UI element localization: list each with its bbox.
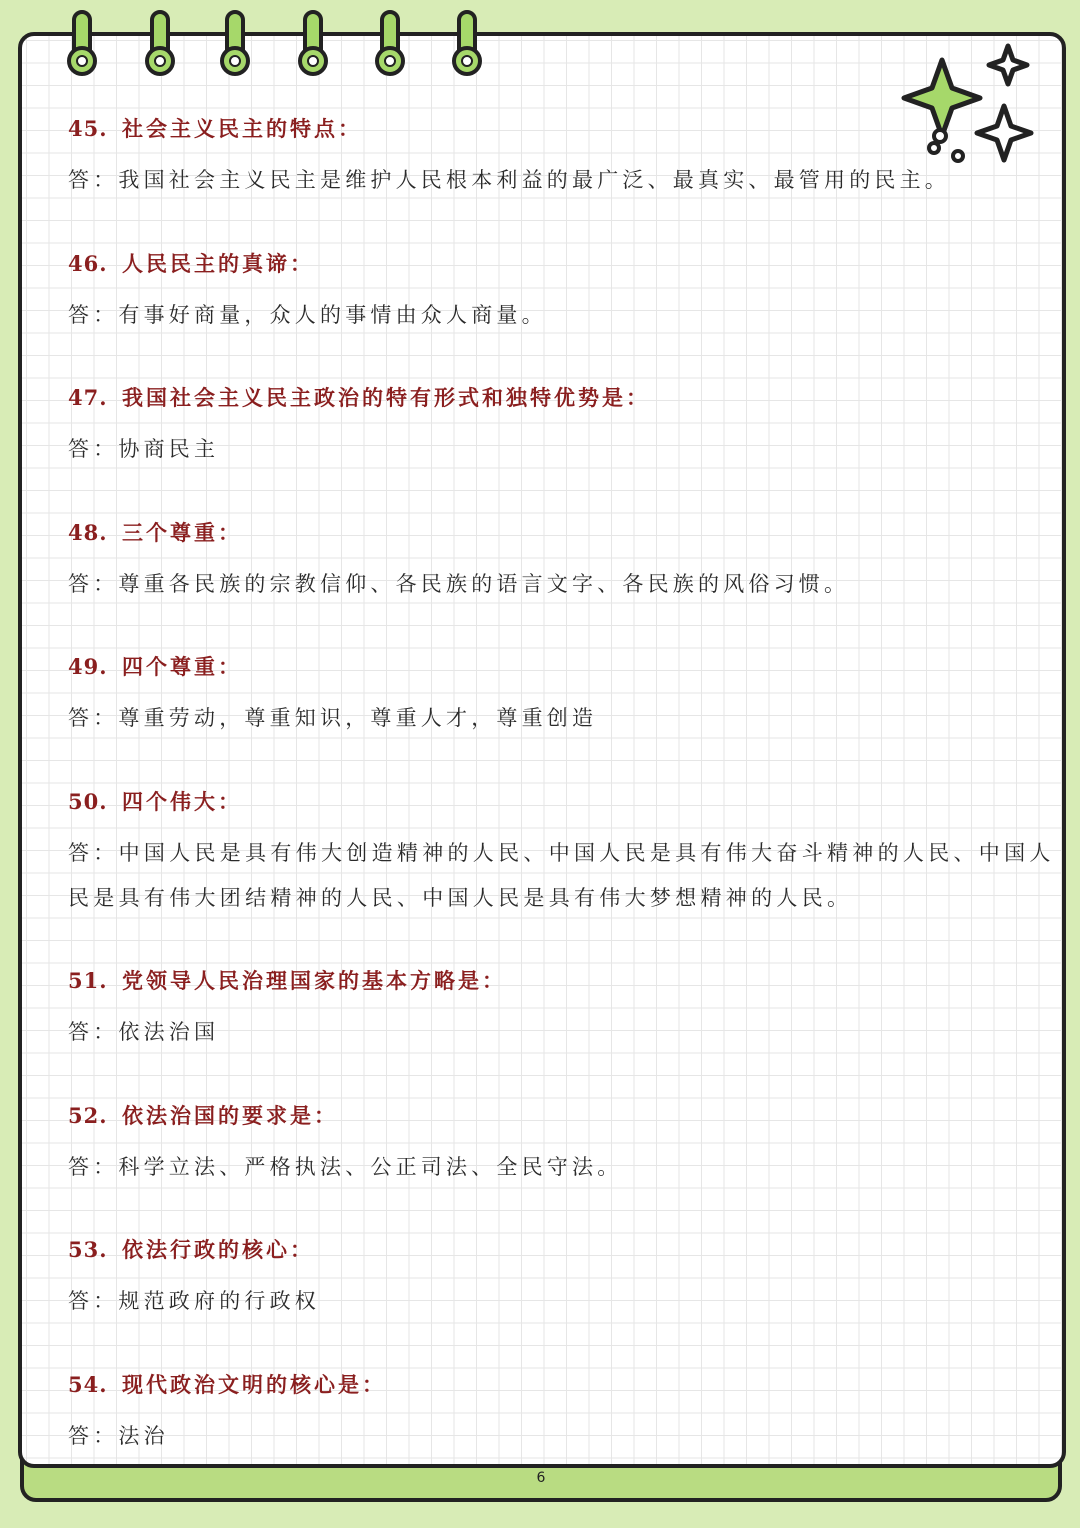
question: 45. 社会主义民主的特点：	[68, 116, 362, 141]
question: 49. 四个尊重：	[68, 654, 242, 679]
answer: 答：有事好商量，众人的事情由众人商量。	[68, 303, 547, 327]
answer: 答：法治	[68, 1424, 169, 1448]
qa-item-49	[68, 652, 1068, 741]
qa-item-50	[68, 787, 1068, 921]
question: 54. 现代政治文明的核心是：	[68, 1372, 386, 1397]
answer: 答：依法治国	[68, 1020, 220, 1044]
qa-item-52	[68, 1101, 1068, 1190]
answer: 答：协商民主	[68, 437, 220, 461]
answer: 答：科学立法、严格执法、公正司法、全民守法。	[68, 1155, 623, 1179]
question: 47. 我国社会主义民主政治的特有形式和独特优势是：	[68, 385, 650, 410]
answer: 答：我国社会主义民主是维护人民根本利益的最广泛、最真实、最管用的民主。	[68, 168, 951, 192]
question: 46. 人民民主的真谛：	[68, 251, 314, 276]
question: 50. 四个伟大：	[68, 789, 242, 814]
qa-item-45	[68, 114, 1068, 203]
qa-item-53	[68, 1235, 1068, 1324]
answer: 答：尊重各民族的宗教信仰、各民族的语言文字、各民族的风俗习惯。	[68, 572, 850, 596]
qa-item-54	[68, 1370, 1068, 1459]
qa-item-48	[68, 518, 1068, 607]
page-number: 6	[536, 1470, 546, 1486]
question: 52. 依法治国的要求是：	[68, 1103, 338, 1128]
question: 51. 党领导人民治理国家的基本方略是：	[68, 968, 506, 993]
question: 48. 三个尊重：	[68, 520, 242, 545]
answer: 答：尊重劳动，尊重知识，尊重人才，尊重创造	[68, 706, 598, 730]
answer: 答：中国人民是具有伟大创造精神的人民、中国人民是具有伟大奋斗精神的人民、中国人民是具有伟大团结精神的人民、中国人民是具有伟大梦想精神的人民。	[68, 841, 1055, 910]
question: 53. 依法行政的核心：	[68, 1237, 314, 1262]
qa-item-46	[68, 249, 1068, 338]
answer: 答：规范政府的行政权	[68, 1289, 321, 1313]
qa-item-51	[68, 966, 1068, 1055]
qa-item-47	[68, 383, 1068, 472]
